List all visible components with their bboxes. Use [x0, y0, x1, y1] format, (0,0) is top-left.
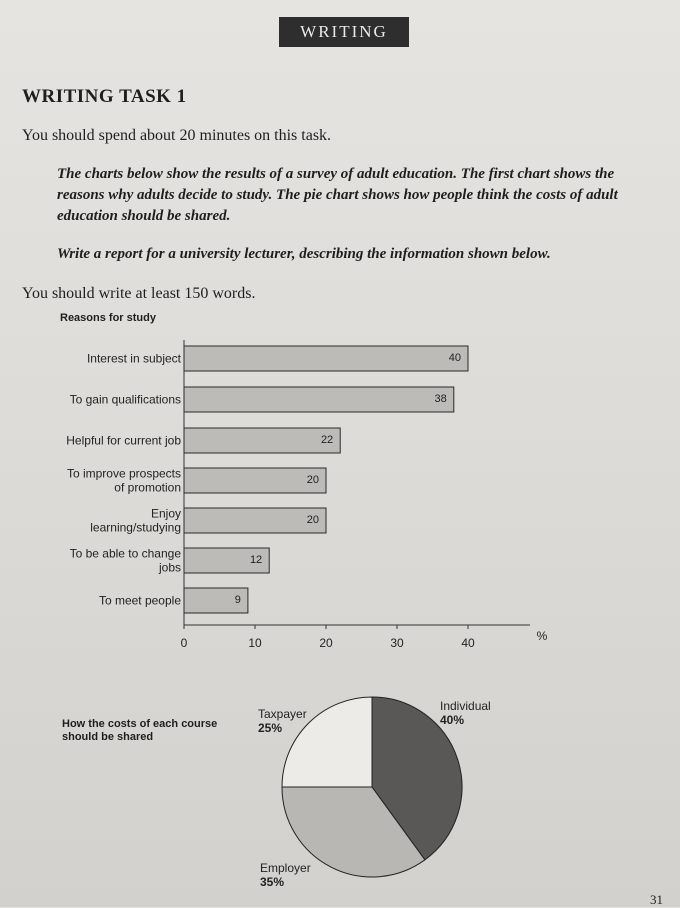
- category-label: Helpful for current job: [66, 433, 181, 448]
- category-label: To gain qualifications: [69, 392, 181, 407]
- category-label: Interest in subject: [86, 351, 181, 366]
- pie-value-label: 35%: [260, 875, 285, 889]
- category-label: of promotion: [114, 480, 181, 495]
- bar: [184, 346, 468, 371]
- x-tick-label: 40: [461, 636, 475, 650]
- bar-value-label: 12: [249, 554, 263, 566]
- charts-canvas: [0, 330, 680, 900]
- category-label: To be able to change: [69, 546, 181, 561]
- bar: [184, 508, 326, 533]
- bar-value-label: 40: [448, 352, 461, 364]
- pie-chart: [258, 697, 491, 889]
- category-label: To improve prospects: [66, 466, 181, 481]
- bar-chart: [66, 340, 547, 650]
- x-axis-unit-label: %: [536, 629, 548, 643]
- bar-value-label: 9: [234, 594, 241, 606]
- bar-chart-title: Reasons for study: [60, 312, 156, 324]
- pie-label: Taxpayer: [258, 707, 307, 721]
- category-label: Enjoy: [150, 506, 181, 521]
- pie-label: Employer: [260, 861, 311, 875]
- pie-value-label: 25%: [258, 721, 283, 735]
- bar-value-label: 22: [320, 434, 334, 446]
- x-tick-label: 0: [180, 636, 188, 650]
- category-label: learning/studying: [90, 520, 181, 535]
- category-label: jobs: [158, 560, 181, 575]
- category-label: To meet people: [98, 593, 181, 608]
- bar-value-label: 38: [434, 393, 447, 405]
- x-tick-label: 30: [390, 636, 404, 650]
- x-tick-label: 10: [248, 636, 262, 650]
- pie-chart-title: How the costs of each course should be shared: [62, 718, 218, 743]
- x-tick-label: 20: [319, 636, 333, 650]
- pie-label: Individual: [440, 699, 491, 713]
- word-count-note: You should write at least 150 words.: [22, 285, 256, 302]
- pie-value-label: 40%: [440, 713, 465, 727]
- bar: [184, 428, 340, 453]
- bar: [184, 387, 454, 412]
- instruction-charts: The charts below show the results of a survey of adult education. The first chart shows the reasons why adults decide to study. The pie chart shows how people think the costs of adult education should be shared.: [57, 166, 618, 224]
- time-note: You should spend about 20 minutes on this task.: [22, 127, 332, 144]
- page-number: 31: [650, 892, 663, 907]
- bar-value-label: 20: [306, 514, 319, 526]
- task-title: WRITING TASK 1: [22, 86, 187, 107]
- bar: [184, 468, 326, 493]
- instruction-report: Write a report for a university lecturer, describing the information shown below.: [57, 246, 551, 262]
- section-header-writing: WRITING: [279, 17, 409, 47]
- bar-value-label: 20: [306, 474, 319, 486]
